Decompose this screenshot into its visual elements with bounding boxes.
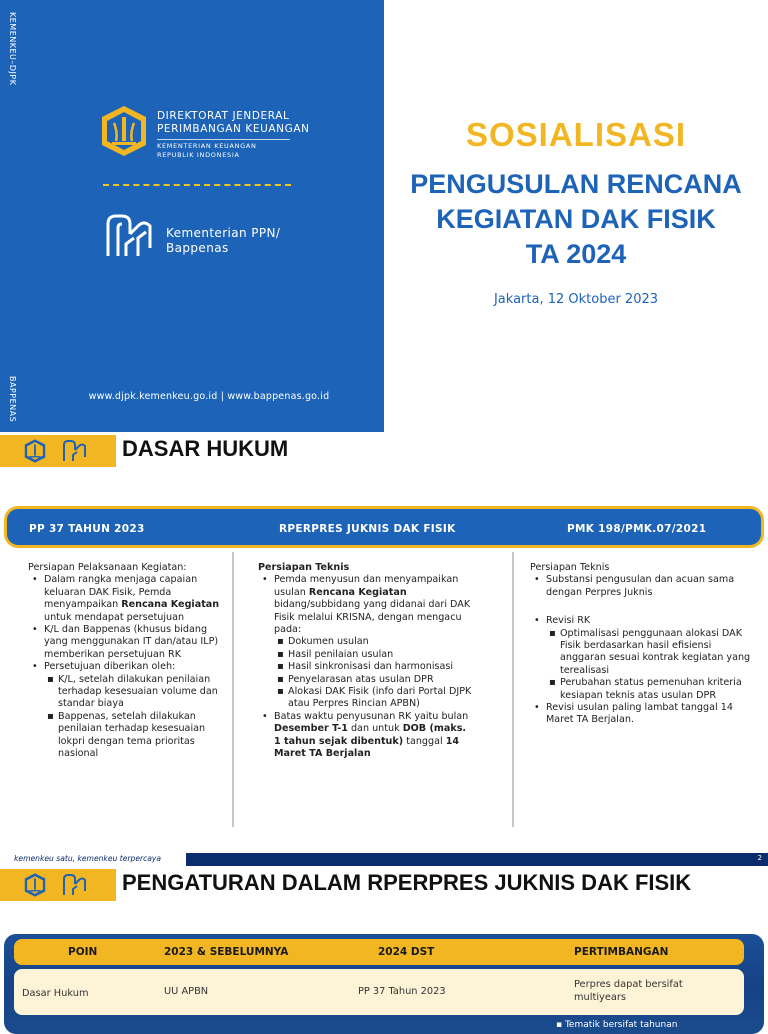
kemenkeu-emblem-icon — [96, 103, 152, 159]
djpk-line2: PERIMBANGAN KEUANGAN — [157, 123, 310, 135]
bold-text: DOB (maks. 1 tahun sejak dibentuk) — [274, 723, 467, 747]
column-pmk — [530, 562, 752, 727]
logo-strip — [0, 869, 116, 901]
sub-list-item: ▪ Perubahan status pemenuhan kriteria kesiapan teknis atas usulan DPR — [560, 677, 752, 702]
subtitle-line1: PENGUSULAN RENCANA — [410, 169, 742, 199]
title-slide-blue-panel — [0, 0, 384, 432]
djpk-logo-text — [157, 110, 310, 160]
subtitle-line3: TA 2024 — [525, 239, 627, 269]
sub-list-item: ▪ Hasil penilaian usulan — [288, 649, 472, 661]
dashed-divider — [103, 184, 291, 186]
logo-strip — [0, 435, 116, 467]
bold-text: Rencana Kegiatan — [308, 586, 407, 598]
regulation-banner — [4, 506, 764, 548]
list-item — [44, 574, 224, 624]
banner-label-pp: PP 37 TAHUN 2023 — [29, 523, 145, 535]
text: Pemda menyusun dan menyampaikan usulan — [274, 574, 459, 598]
sub-list-item: ▪ Dokumen usulan — [288, 636, 472, 648]
banner-label-pmk: PMK 198/PMK.07/2021 — [567, 523, 707, 535]
col2-list — [258, 574, 472, 760]
text: bidang/subbidang yang didanai dari DAK Fisik melalui KRISNA, dengan mengacu pada: — [274, 599, 471, 636]
text: untuk mendapat persetujuan — [44, 611, 185, 623]
sub-list-item: ▪ Penyelarasan atas usulan DPR — [288, 674, 472, 686]
banner-label-rperpres: RPERPRES JUKNIS DAK FISIK — [279, 523, 456, 535]
bappenas-emblem-icon — [62, 438, 88, 464]
table-header — [14, 939, 744, 965]
side-label-kemenkeu: KEMENKEU–DJPK — [8, 12, 17, 86]
cell-2023: UU APBN — [164, 986, 209, 997]
cell-2024: PP 37 Tahun 2023 — [358, 986, 446, 997]
bappenas-emblem-icon — [62, 872, 88, 898]
legal-basis-slide — [0, 432, 768, 866]
col1-list — [28, 574, 224, 760]
list-item — [546, 615, 752, 702]
column-divider — [232, 552, 234, 827]
bappenas-line2: Bappenas — [166, 241, 229, 255]
sub-list-item: ▪ Optimalisasi penggunaan alokasi DAK Fisik berdasarkan hasil efisiensi anggaran sesuai kontrak kegiatan yang terealisasi — [560, 628, 752, 678]
text: tanggal — [403, 735, 446, 747]
text: Revisi RK — [546, 615, 591, 627]
comparison-table — [4, 934, 764, 1034]
sub-list — [274, 636, 472, 710]
title-slide — [0, 0, 768, 432]
list-item — [274, 574, 472, 710]
slide-header — [0, 866, 768, 902]
header-2024: 2024 DST — [378, 946, 435, 958]
col3-list — [530, 615, 752, 727]
slide-title: DASAR HUKUM — [122, 436, 289, 461]
bold-text: Desember T-1 — [274, 723, 348, 735]
list-item: • K/L dan Bappenas (khusus bidang yang menggunakan IT dan/atau ILP) memberikan persetujuan RK — [44, 624, 224, 661]
event-date: Jakarta, 12 Oktober 2023 — [493, 292, 659, 307]
footer-tagline: kemenkeu satu, kemenkeu terpercaya — [0, 851, 186, 866]
col3-intro: Persiapan Teknis — [530, 562, 610, 573]
col3-list — [530, 574, 752, 599]
col1-intro: Persiapan Pelaksanaan Kegiatan: — [28, 562, 187, 573]
slide-header — [0, 432, 768, 468]
list-item — [274, 711, 472, 761]
cell-pertimbangan: Perpres dapat bersifat multiyears — [574, 979, 683, 1003]
page-number: 2 — [757, 854, 762, 862]
slide-main-title: SOSIALISASI — [465, 116, 687, 153]
sub-list-item: ▪ K/L, setelah dilakukan penilaian terhadap kesesuaian volume dan standar biaya — [58, 674, 224, 711]
djpk-divider — [157, 139, 290, 140]
djpk-line1: DIREKTORAT JENDERAL — [157, 110, 290, 122]
text: Persetujuan diberikan oleh: — [44, 661, 176, 673]
slide-title: PENGATURAN DALAM RPERPRES JUKNIS DAK FISIK — [122, 870, 692, 895]
header-poin: POIN — [68, 946, 98, 958]
list-item: • Substansi pengusulan dan acuan sama dengan Perpres Juknis — [546, 574, 752, 599]
kemenkeu-emblem-icon — [22, 872, 48, 898]
table-row-partial: ▪ Tematik bersifat tahunan — [556, 1020, 678, 1030]
bappenas-line1: Kementerian PPN/ — [166, 226, 281, 240]
bold-text: Rencana Kegiatan — [121, 599, 220, 611]
header-pertimbangan: PERTIMBANGAN — [574, 946, 669, 958]
text: Dalam rangka menjaga capaian keluaran DAK Fisik, Pemda menyampaikan — [44, 574, 198, 611]
col2-intro: Persiapan Teknis — [258, 562, 350, 573]
website-links: www.djpk.kemenkeu.go.id | www.bappenas.go.id — [88, 391, 330, 402]
kemenkeu-emblem-icon — [22, 438, 48, 464]
list-item — [44, 661, 224, 760]
djpk-line3: KEMENTERIAN KEUANGAN — [157, 142, 257, 150]
bappenas-logo-text — [166, 226, 280, 256]
text: dan untuk — [347, 723, 403, 735]
column-divider — [512, 552, 514, 827]
bappenas-emblem-icon — [104, 212, 156, 260]
sub-list — [546, 628, 752, 702]
sub-list — [44, 674, 224, 761]
text: Batas waktu penyusunan RK yaitu bulan — [274, 710, 469, 722]
djpk-line4: REPUBLIK INDONESIA — [157, 151, 240, 159]
subtitle-line2: KEGIATAN DAK FISIK — [436, 204, 716, 234]
table-row — [14, 969, 744, 1015]
sub-list-item: ▪ Alokasi DAK Fisik (info dari Portal DJPK atau Perpres Rincian APBN) — [288, 686, 472, 711]
column-pp37 — [28, 562, 224, 761]
cell-poin: Dasar Hukum — [22, 988, 89, 999]
regulation-comparison-slide — [0, 866, 768, 1030]
spacer — [530, 599, 752, 615]
side-label-bappenas: BAPPENAS — [8, 376, 17, 423]
sub-list-item: ▪ Hasil sinkronisasi dan harmonisasi — [288, 661, 472, 673]
slide-subtitle — [404, 167, 748, 272]
header-2023: 2023 & SEBELUMNYA — [164, 946, 289, 958]
sub-list-item: ▪ Bappenas, setelah dilakukan penilaian terhadap kesesuaian lokpri dengan tema prioritas nasional — [58, 711, 224, 761]
bold-text: 14 Maret TA Berjalan — [274, 735, 460, 760]
list-item: • Revisi usulan paling lambat tanggal 14 Maret TA Berjalan. — [546, 702, 752, 727]
column-rperpres — [258, 562, 472, 761]
